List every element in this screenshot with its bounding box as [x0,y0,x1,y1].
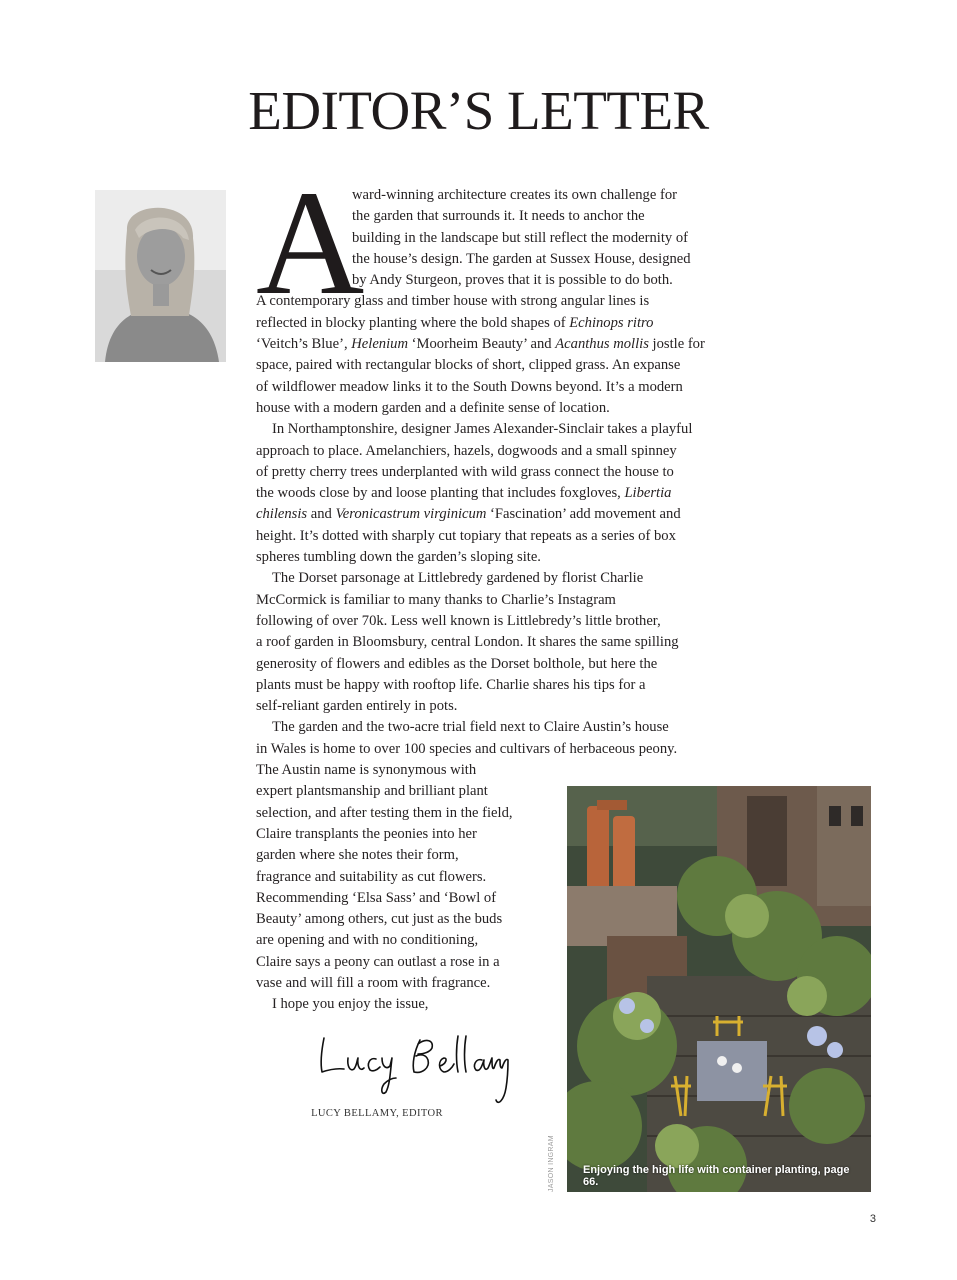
page-title: EDITOR’S LETTER [248,80,709,141]
plant-name: chilensis [256,506,308,523]
text-line: selection, and after testing them in the field, [256,804,513,821]
paragraph-2 [256,419,732,568]
text-line: the house’s design. The garden at Sussex House, designed [352,250,691,267]
text-line: Claire says a peony can outlast a rose in a [256,953,500,970]
text-line: garden where she notes their form, [256,847,459,864]
text-segment: and [307,506,336,523]
text-segment: jostle for [648,336,705,353]
text-segment: ‘Veitch’s Blue’, [256,336,352,353]
text-line: building in the landscape but still reflect the modernity of [352,229,688,246]
plant-name: Libertia [624,485,672,502]
text-line: approach to place. Amelanchiers, hazels, dogwoods and a small spinney [256,442,677,459]
plant-name: Echinops ritro [569,314,654,331]
paragraph-1 [256,185,732,419]
text-line: house with a modern garden and a definite sense of location. [256,399,610,416]
text-line: in Wales is home to over 100 species and cultivars of herbaceous peony. [256,740,678,757]
text-segment: ‘Moorheim Beauty’ and [408,336,556,353]
handwritten-signature [310,1022,520,1112]
editor-portrait [95,190,226,362]
text-line: following of over 70k. Less well known is Littlebredy’s little brother, [256,612,661,629]
closing-line: I hope you enjoy the issue, [272,996,429,1013]
plant-name: Helenium [351,336,408,353]
text-line [256,313,732,334]
text-line: height. It’s dotted with sharply cut topiary that repeats as a series of box [256,527,676,544]
photo-caption: Enjoying the high life with container planting, page 66. [583,1164,850,1188]
plant-name: Veronicastrum virginicum [335,506,487,523]
text-line: are opening and with no conditioning, [256,932,479,949]
text-line: The garden and the two-acre trial field next to Claire Austin’s house [272,719,669,736]
text-line: a roof garden in Bloomsbury, central London. It shares the same spilling [256,634,679,651]
text-line: The Austin name is synonymous with [256,762,477,779]
photo-credit: JASON INGRAM [548,1135,555,1192]
text-line: space, paired with rectangular blocks of short, clipped grass. An expanse [256,357,681,374]
text-line: In Northamptonshire, designer James Alexander-Sinclair takes a playful [272,421,693,438]
text-line: ward-winning architecture creates its own challenge for [352,187,677,203]
text-line: McCormick is familiar to many thanks to Charlie’s Instagram [256,591,616,608]
editor-credit: LUCY BELLAMY, EDITOR [311,1108,443,1119]
text-line: The Dorset parsonage at Littlebredy gardened by florist Charlie [272,570,644,587]
text-line: of wildflower meadow links it to the South Downs beyond. It’s a modern [256,378,683,395]
text-segment: the woods close by and loose planting that includes foxgloves, [256,485,625,502]
text-line: the garden that surrounds it. It needs to anchor the [352,208,645,225]
text-segment: reflected in blocky planting where the bold shapes of [256,314,570,331]
text-line [256,334,732,355]
page-number: 3 [869,1213,876,1225]
text-line: Claire transplants the peonies into her [256,825,477,842]
text-line: A contemporary glass and timber house with strong angular lines is [256,293,650,310]
text-line [256,504,732,525]
text-line: self-reliant garden entirely in pots. [256,698,458,715]
text-line: expert plantsmanship and brilliant plant [256,783,488,800]
text-line: of pretty cherry trees underplanted with wild grass connect the house to [256,463,674,480]
paragraph-3 [256,568,732,717]
drop-cap: A [256,160,365,326]
text-line: by Andy Sturgeon, proves that it is possible to do both. [352,272,673,289]
text-line: plants must be happy with rooftop life. Charlie shares his tips for a [256,676,646,693]
text-line [256,483,732,504]
text-segment: ‘Fascination’ add movement and [486,506,681,523]
roof-garden-photo [567,786,871,1192]
text-line: Recommending ‘Elsa Sass’ and ‘Bowl of [256,889,497,906]
text-line: vase and will fill a room with fragrance. [256,974,491,991]
text-line: fragrance and suitability as cut flowers. [256,868,487,885]
plant-name: Acanthus mollis [555,336,649,353]
text-line: generosity of flowers and edibles as the Dorset bolthole, but here the [256,655,658,672]
text-line: Beauty’ among others, cut just as the buds [256,911,503,928]
text-line: spheres tumbling down the garden’s sloping site. [256,549,541,566]
